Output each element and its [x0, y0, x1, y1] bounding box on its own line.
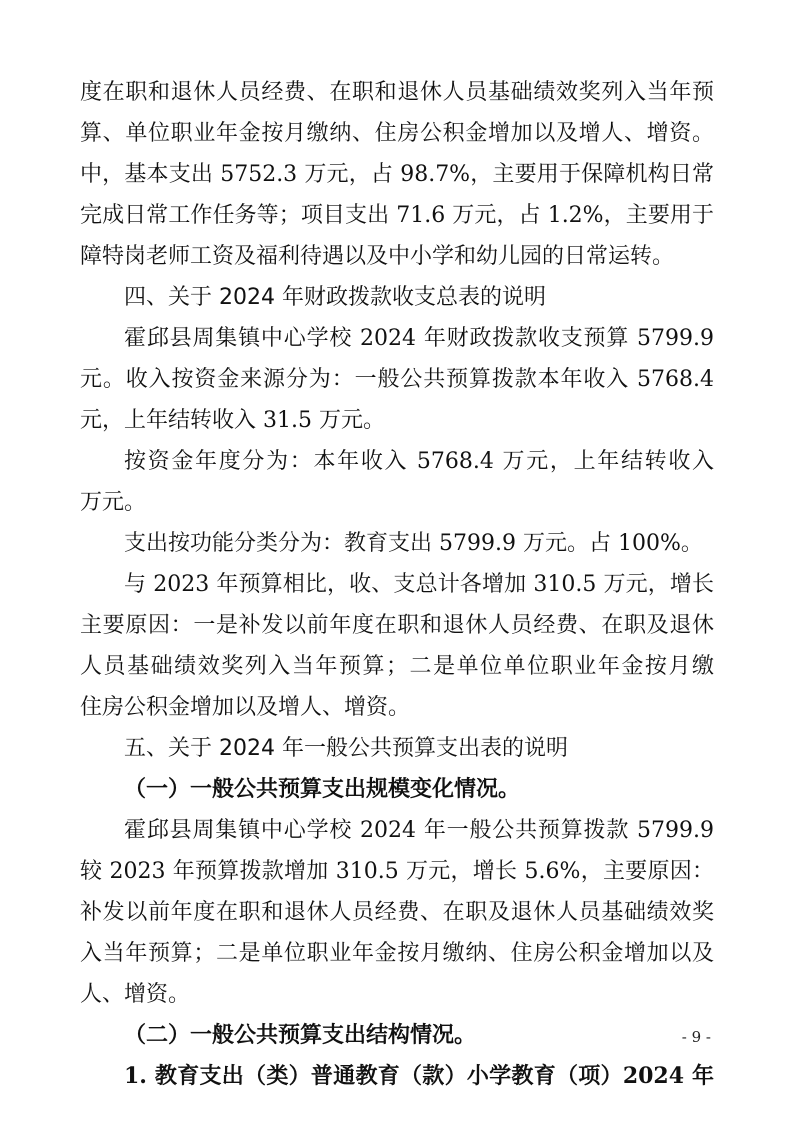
text-line: 主要原因：一是补发以前年度在职和退休人员经费、在职及退休 [80, 613, 714, 638]
page-number: - 9 - [681, 1028, 711, 1046]
text-line: 补发以前年度在职和退休人员经费、在职及退休人员基础绩效奖 [80, 900, 714, 925]
text-line: 中，基本支出 5752.3 万元，占 98.7%，主要用于保障机构日常 [80, 162, 714, 187]
text-line: 人、增资。 [80, 982, 191, 1007]
text-line: 四、关于 2024 年财政拨款收支总表的说明 [124, 285, 546, 310]
text-line: 按资金年度分为：本年收入 5768.4 万元，上年结转收入 [124, 449, 714, 474]
text-line: 霍邱县周集镇中心学校 2024 年财政拨款收支预算 5799.9 [124, 326, 714, 351]
text-line: 较 2023 年预算拨款增加 310.5 万元，增长 5.6%，主要原因： [80, 859, 714, 884]
text-line: 障特岗老师工资及福利待遇以及中小学和幼儿园的日常运转。 [80, 244, 675, 269]
text-line: 入当年预算；二是单位职业年金按月缴纳、住房公积金增加以及 [80, 941, 714, 966]
body-text [80, 72, 714, 1097]
text-line: 度在职和退休人员经费、在职和退休人员基础绩效奖列入当年预 [80, 80, 714, 105]
text-line: 与 2023 年预算相比，收、支总计各增加 310.5 万元，增长 [124, 572, 714, 597]
text-line: 1. 教育支出（类）普通教育（款）小学教育（项）2024 年 [124, 1063, 714, 1089]
text-line: （一）一般公共预算支出规模变化情况。 [124, 776, 521, 802]
text-line: 住房公积金增加以及增人、增资。 [80, 695, 411, 720]
text-line: （二）一般公共预算支出结构情况。 [124, 1022, 477, 1048]
text-line: 万元。 [80, 490, 147, 515]
text-line: 支出按功能分类分为：教育支出 5799.9 万元。占 100%。 [124, 531, 703, 556]
text-line: 霍邱县周集镇中心学校 2024 年一般公共预算拨款 5799.9 [124, 818, 714, 843]
text-line: 算、单位职业年金按月缴纳、住房公积金增加以及增人、增资。 [80, 121, 714, 146]
text-line: 完成日常工作任务等；项目支出 71.6 万元，占 1.2%，主要用于 [80, 203, 714, 228]
text-line: 元。收入按资金来源分为：一般公共预算拨款本年收入 5768.4 [80, 367, 714, 392]
text-line: 元，上年结转收入 31.5 万元。 [80, 408, 385, 433]
text-line: 人员基础绩效奖列入当年预算；二是单位单位职业年金按月缴 [80, 654, 714, 679]
text-line: 五、关于 2024 年一般公共预算支出表的说明 [124, 736, 568, 761]
